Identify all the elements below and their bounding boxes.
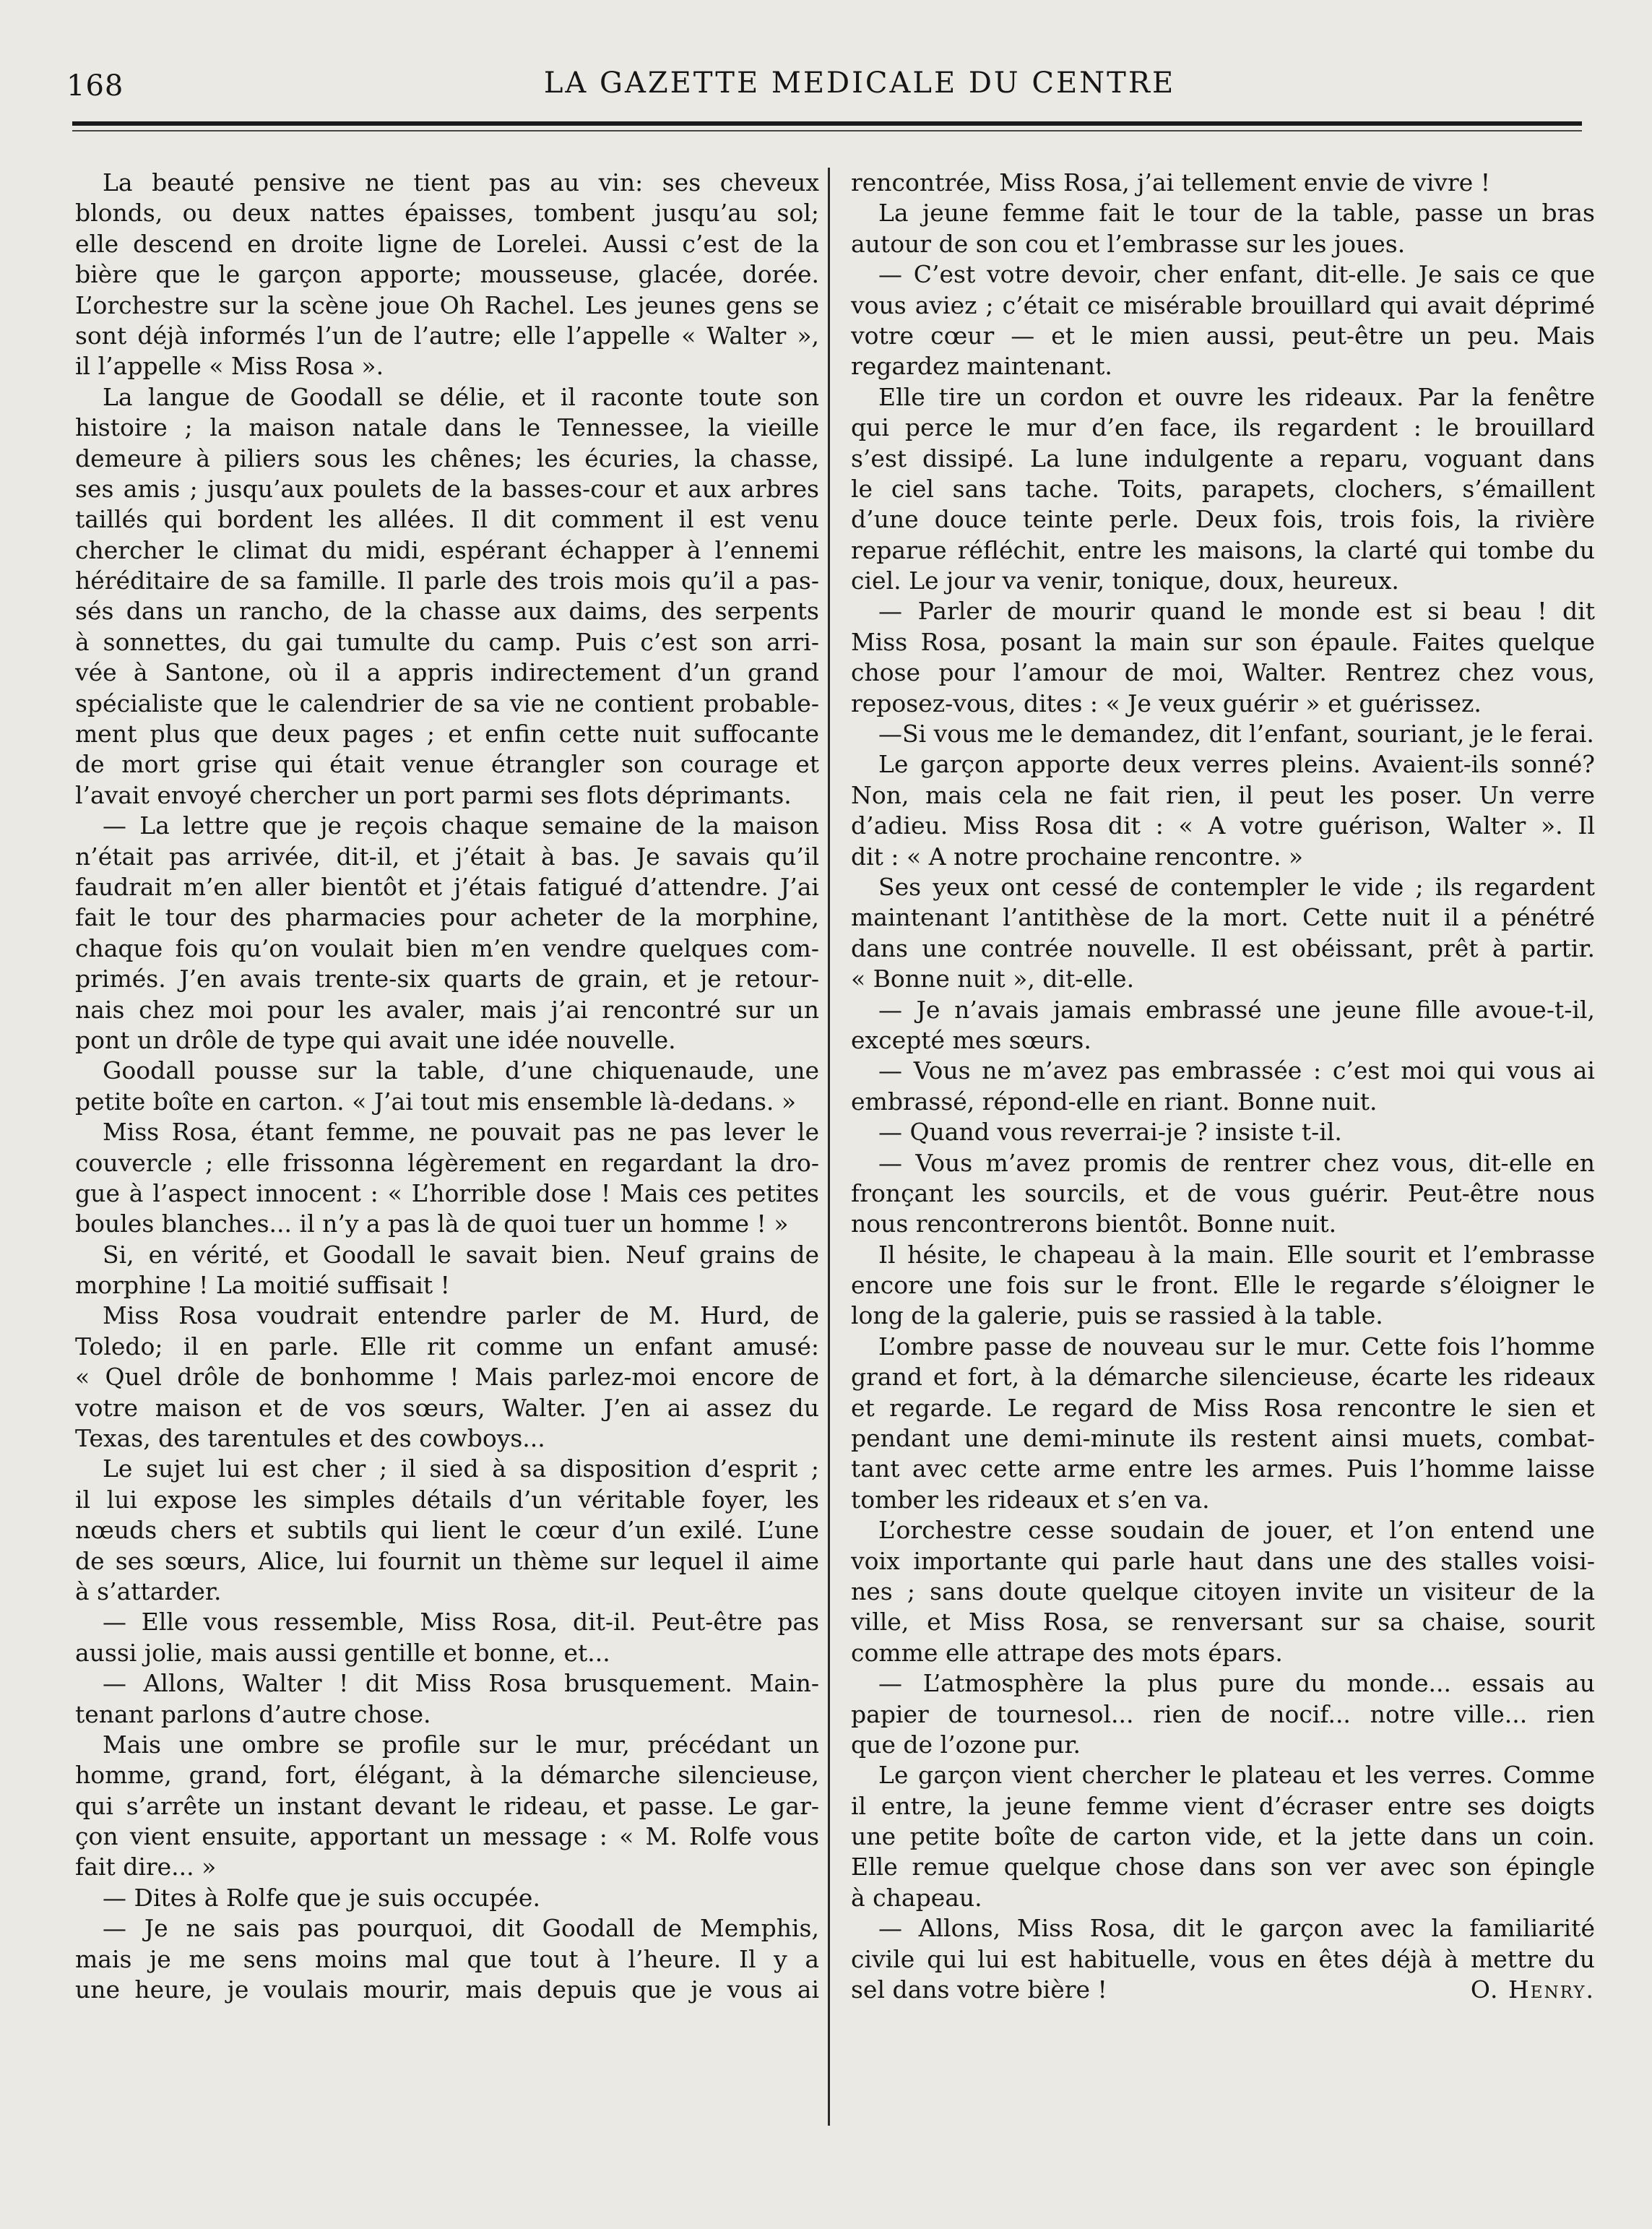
line-text: L’ombre passe de nouveau sur le mur. Cette fois l’homme [878, 1332, 1595, 1361]
text-line [75, 1393, 819, 1423]
header-rule-thin [72, 130, 1582, 132]
line-text: qui s’arrête un instant devant le rideau, et passe. Le gar- [75, 1791, 819, 1820]
text-line [851, 1668, 1595, 1699]
text-line [75, 1515, 819, 1545]
line-text: à sonnettes, du gai tumulte du camp. Puis c’est son arri- [75, 627, 819, 656]
text-line [851, 566, 1595, 596]
text-line [851, 504, 1595, 535]
line-text: ville, et Miss Rosa, se renversant sur sa chaise, sourit [851, 1608, 1595, 1637]
line-text: — Je ne sais pas pourquoi, dit Goodall de Memphis, [103, 1914, 819, 1943]
text-line [75, 780, 819, 811]
text-line [75, 1883, 819, 1913]
line-text: s’est dissipé. La lune indulgente a reparu, voguant dans [851, 444, 1595, 473]
text-line [851, 1025, 1595, 1056]
text-line [851, 351, 1595, 381]
line-text: d’une douce teinte perle. Deux fois, trois fois, la rivière [851, 505, 1595, 534]
line-text: Le garçon vient chercher le plateau et les verres. Comme [878, 1761, 1595, 1790]
text-line [75, 1178, 819, 1209]
text-line [75, 1944, 819, 1975]
line-text: votre cœur — et le mien aussi, peut-être un peu. Mais [851, 321, 1595, 350]
line-text: L’orchestre cesse soudain de jouer, et l’on entend une [878, 1516, 1595, 1545]
text-line [75, 1913, 819, 1944]
line-text: — Allons, Miss Rosa, dit le garçon avec la familiarité [878, 1914, 1595, 1943]
text-line [851, 872, 1595, 902]
line-text: il l’appelle « Miss Rosa ». [75, 352, 384, 381]
line-text: reposez-vous, dites : « Je veux guérir » et guérissez. [851, 689, 1482, 717]
text-line [75, 198, 819, 228]
text-line [75, 382, 819, 413]
text-line [75, 1791, 819, 1821]
text-line [851, 1791, 1595, 1821]
text-line [75, 1209, 819, 1239]
text-line [851, 902, 1595, 933]
text-line [851, 1546, 1595, 1577]
text-line [851, 413, 1595, 443]
text-line [851, 964, 1595, 994]
text-line [851, 811, 1595, 841]
text-line [851, 1852, 1595, 1882]
text-line [851, 1821, 1595, 1852]
text-line [851, 382, 1595, 413]
text-line [75, 1362, 819, 1392]
text-line [851, 1760, 1595, 1790]
text-line [851, 1975, 1595, 2005]
text-line [851, 1209, 1595, 1239]
line-text: — Parler de mourir quand le monde est si beau ! dit [878, 597, 1595, 626]
text-line [75, 995, 819, 1025]
text-line [75, 902, 819, 933]
line-text: il lui expose les simples détails d’un véritable foyer, les [75, 1485, 819, 1514]
text-line [851, 842, 1595, 872]
line-text: voix importante qui parle haut dans une des stalles voisi- [851, 1546, 1595, 1575]
text-line [851, 474, 1595, 504]
line-text: autour de son cou et l’embrasse sur les joues. [851, 229, 1406, 258]
line-text: demeure à piliers sous les chênes; les écuries, la chasse, [75, 444, 819, 473]
text-line [75, 504, 819, 535]
text-line [851, 1883, 1595, 1913]
page-number: 168 [66, 69, 124, 103]
text-line [75, 1148, 819, 1178]
right-column [851, 168, 1595, 2005]
line-text: Le sujet lui est cher ; il sied à sa disposition d’esprit ; [103, 1454, 819, 1483]
text-line [75, 1699, 819, 1730]
column-divider [828, 168, 830, 2126]
text-line [851, 1056, 1595, 1086]
text-line [75, 321, 819, 351]
text-line [75, 1301, 819, 1331]
text-line [75, 719, 819, 749]
line-text: fronçant les sourcils, et de vous guérir. Peut-être nous [851, 1178, 1595, 1207]
line-text: — Vous ne m’avez pas embrassée : c’est moi qui vous ai [878, 1056, 1595, 1085]
line-text: — Allons, Walter ! dit Miss Rosa brusquement. Main- [103, 1669, 819, 1698]
text-line [75, 872, 819, 902]
line-text: civile qui lui est habituelle, vous en êtes déjà à mettre du [851, 1944, 1595, 1973]
line-text: — Quand vous reverrai-je ? insiste t-il. [878, 1118, 1342, 1147]
line-text: Goodall pousse sur la table, d’une chiquenaude, une [103, 1056, 819, 1085]
text-line [851, 780, 1595, 811]
line-text: vée à Santone, où il a appris indirectement d’un grand [75, 658, 819, 687]
line-text: Ses yeux ont cessé de contempler le vide ; ils regardent [878, 872, 1595, 901]
line-text: sel dans votre bière ! [851, 1975, 1107, 2004]
text-line [851, 1515, 1595, 1545]
text-line [851, 1362, 1595, 1392]
text-line [75, 1546, 819, 1577]
line-text: taillés qui bordent les allées. Il dit comment il est venu [75, 505, 819, 534]
line-text: primés. J’en avais trente-six quarts de grain, et je retour- [75, 965, 819, 993]
line-text: qui perce le mur d’en face, ils regardent : le brouillard [851, 413, 1595, 442]
text-line [75, 1638, 819, 1668]
line-text: de mort grise qui était venue étrangler son courage et [75, 750, 819, 779]
text-line [851, 1454, 1595, 1484]
line-text: chercher le climat du midi, espérant échapper à l’ennemi [75, 535, 819, 564]
line-text: l’avait envoyé chercher un port parmi ses flots déprimants. [75, 780, 792, 809]
line-text: L’orchestre sur la scène joue Oh Rachel. Les jeunes gens se [75, 290, 819, 319]
text-line [851, 198, 1595, 228]
text-line [75, 1975, 819, 2005]
line-text: à chapeau. [851, 1883, 982, 1912]
left-column [75, 168, 819, 2005]
text-line [75, 290, 819, 321]
line-text: elle descend en droite ligne de Lorelei. Aussi c’est de la [75, 229, 819, 258]
line-text: vous aviez ; c’était ce misérable brouillard qui avait déprimé [851, 290, 1595, 319]
line-text: « Quel drôle de bonhomme ! Mais parlez-moi encore de [75, 1363, 819, 1392]
line-text: rencontrée, Miss Rosa, j’ai tellement envie de vivre ! [851, 168, 1490, 197]
text-line [75, 1577, 819, 1607]
line-text: Miss Rosa, étant femme, ne pouvait pas ne pas lever le [103, 1118, 819, 1147]
text-line [75, 1607, 819, 1637]
text-line [75, 566, 819, 596]
line-text: — Elle vous ressemble, Miss Rosa, dit-il. Peut-être pas [103, 1608, 819, 1637]
line-text: à s’attarder. [75, 1577, 222, 1605]
text-line [75, 229, 819, 259]
text-line [75, 351, 819, 381]
line-text: —Si vous me le demandez, dit l’enfant, souriant, je le ferai. [878, 720, 1594, 749]
line-text: Il hésite, le chapeau à la main. Elle sourit et l’embrasse [878, 1240, 1595, 1269]
line-text: chaque fois qu’on voulait bien m’en vendre quelques com- [75, 934, 819, 962]
text-line [851, 1577, 1595, 1607]
line-text: maintenant l’antithèse de la mort. Cette nuit il a pénétré [851, 903, 1595, 932]
text-line [75, 1454, 819, 1484]
line-text: que de l’ozone pur. [851, 1730, 1081, 1759]
line-text: grand et fort, à la démarche silencieuse, écarte les rideaux [851, 1363, 1595, 1392]
line-text: Miss Rosa voudrait entendre parler de M. Hurd, de [103, 1301, 819, 1330]
line-text: — L’atmosphère la plus pure du monde... essais au [878, 1669, 1595, 1698]
line-text: aussi jolie, mais aussi gentille et bonne, et... [75, 1638, 610, 1667]
text-line [851, 1301, 1595, 1331]
text-line [851, 596, 1595, 626]
text-line [851, 1485, 1595, 1515]
text-line [75, 658, 819, 688]
line-text: dans une contrée nouvelle. Il est obéissant, prêt à partir. [851, 934, 1595, 962]
text-line [75, 1270, 819, 1301]
text-line [851, 749, 1595, 780]
line-text: pendant une demi-minute ils restent ainsi muets, combat- [851, 1424, 1595, 1453]
line-text: çon vient ensuite, apportant un message : « M. Rolfe vous [75, 1822, 819, 1851]
text-line [851, 1178, 1595, 1209]
text-line [75, 689, 819, 719]
line-text: — C’est votre devoir, cher enfant, dit-elle. Je sais ce que [878, 260, 1595, 289]
line-text: chose pour l’amour de moi, Walter. Rentrez chez vous, [851, 658, 1595, 687]
line-text: bière que le garçon apporte; mousseuse, glacée, dorée. [75, 260, 819, 289]
text-line [851, 658, 1595, 688]
text-line [851, 168, 1595, 198]
text-line [851, 995, 1595, 1025]
text-line [851, 259, 1595, 290]
text-line [75, 1332, 819, 1362]
line-text: morphine ! La moitié suffisait ! [75, 1271, 450, 1300]
text-line [75, 627, 819, 658]
text-line [75, 1852, 819, 1882]
line-text: votre maison et de vos sœurs, Walter. J’en ai assez du [75, 1393, 819, 1422]
text-line [75, 811, 819, 841]
line-text: — Dites à Rolfe que je suis occupée. [103, 1883, 540, 1912]
text-line [75, 474, 819, 504]
line-text: Non, mais cela ne fait rien, il peut les poser. Un verre [851, 780, 1595, 809]
line-text: pont un drôle de type qui avait une idée nouvelle. [75, 1025, 676, 1054]
line-text: boules blanches... il n’y a pas là de quoi tuer un homme ! » [75, 1210, 789, 1238]
line-text: fait dire... » [75, 1853, 217, 1881]
line-text: sés dans un rancho, de la chasse aux daims, des serpents [75, 597, 819, 626]
line-text: nais chez moi pour les avaler, mais j’ai rencontré sur un [75, 995, 819, 1024]
text-line [75, 964, 819, 994]
line-text: nous rencontrerons bientôt. Bonne nuit. [851, 1210, 1337, 1238]
text-line [75, 749, 819, 780]
line-text: ciel. Le jour va venir, tonique, doux, heureux. [851, 566, 1399, 595]
line-text: Toledo; il en parle. Elle rit comme un enfant amusé: [75, 1332, 819, 1361]
text-line [851, 1730, 1595, 1760]
header-rule [72, 121, 1582, 126]
text-line [75, 1485, 819, 1515]
line-text: et regarde. Le regard de Miss Rosa rencontre le sien et [851, 1393, 1595, 1422]
text-line [851, 627, 1595, 658]
text-line [851, 719, 1595, 749]
text-line [75, 1821, 819, 1852]
text-line [851, 290, 1595, 321]
line-text: papier de tournesol... rien de nocif... notre ville... rien [851, 1699, 1595, 1728]
text-line [75, 168, 819, 198]
text-line [851, 1944, 1595, 1975]
line-text: nœuds chers et subtils qui lient le cœur d’un exilé. L’une [75, 1516, 819, 1545]
text-line [75, 1087, 819, 1117]
text-line [851, 1332, 1595, 1362]
line-text: histoire ; la maison natale dans le Tennessee, la vieille [75, 413, 819, 442]
text-line [75, 1117, 819, 1147]
text-line [851, 444, 1595, 474]
line-text: — La lettre que je reçois chaque semaine de la maison [103, 811, 819, 840]
line-text: — Je n’avais jamais embrassé une jeune fille avoue-t-il, [878, 995, 1595, 1024]
line-text: nes ; sans doute quelque citoyen invite un visiteur de la [851, 1577, 1595, 1605]
line-text: Texas, des tarentules et des cowboys... [75, 1424, 545, 1453]
text-line [75, 1423, 819, 1454]
text-line [851, 1638, 1595, 1668]
line-text: — Vous m’avez promis de rentrer chez vous, dit-elle en [878, 1148, 1595, 1177]
text-line [851, 1240, 1595, 1270]
line-text: tenant parlons d’autre chose. [75, 1699, 431, 1728]
line-text: ment plus que deux pages ; et enfin cette nuit suffocante [75, 720, 819, 749]
text-line [851, 1087, 1595, 1117]
text-line [851, 1148, 1595, 1178]
text-line [75, 444, 819, 474]
text-line [851, 1607, 1595, 1637]
line-text: gue à l’aspect innocent : « L’horrible dose ! Mais ces petites [75, 1178, 819, 1207]
line-text: Mais une ombre se profile sur le mur, précédant un [103, 1730, 819, 1759]
line-text: Elle tire un cordon et ouvre les rideaux. Par la fenêtre [878, 382, 1595, 411]
line-text: il entre, la jeune femme vient d’écraser entre ses doigts [851, 1791, 1595, 1820]
text-line [75, 413, 819, 443]
text-line [851, 229, 1595, 259]
text-line [75, 259, 819, 290]
text-line [75, 1668, 819, 1699]
line-text: La jeune femme fait le tour de la table, passe un bras [878, 199, 1595, 228]
line-text: dit : « A notre prochaine rencontre. » [851, 842, 1304, 871]
line-text: tomber les rideaux et s’en va. [851, 1485, 1210, 1514]
text-line [851, 1270, 1595, 1301]
line-text: reparue réfléchit, entre les maisons, la clarté qui tombe du [851, 535, 1595, 564]
line-text: excepté mes sœurs. [851, 1025, 1091, 1054]
text-line [851, 689, 1595, 719]
text-line [75, 934, 819, 964]
text-line [851, 535, 1595, 566]
line-text: faudrait m’en aller bientôt et j’étais fatigué d’attendre. J’ai [75, 872, 819, 901]
line-text: Si, en vérité, et Goodall le savait bien. Neuf grains de [103, 1240, 819, 1269]
text-line [851, 1393, 1595, 1423]
line-text: homme, grand, fort, élégant, à la démarche silencieuse, [75, 1761, 819, 1790]
author-signature: O. Henry. [1470, 1975, 1595, 2004]
text-line [851, 1699, 1595, 1730]
running-title: LA GAZETTE MEDICALE DU CENTRE [543, 66, 1176, 100]
line-text: blonds, ou deux nattes épaisses, tombent jusqu’au sol; [75, 199, 819, 228]
line-text: spécialiste que le calendrier de sa vie ne contient probable- [75, 689, 819, 717]
line-text: long de la galerie, puis se rassied à la table. [851, 1301, 1383, 1330]
text-line [75, 535, 819, 566]
line-text: une petite boîte de carton vide, et la jette dans un coin. [851, 1822, 1595, 1851]
line-text: petite boîte en carton. « J’ai tout mis ensemble là-dedans. » [75, 1087, 797, 1116]
line-text: héréditaire de sa famille. Il parle des trois mois qu’il a pas- [75, 566, 819, 595]
text-line [75, 1025, 819, 1056]
line-text: Elle remue quelque chose dans son ver avec son épingle [851, 1853, 1595, 1881]
line-text: sont déjà informés l’un de l’autre; elle l’appelle « Walter », [75, 321, 819, 350]
line-text: d’adieu. Miss Rosa dit : « A votre guérison, Walter ». Il [851, 811, 1595, 840]
line-text: fait le tour des pharmacies pour acheter de la morphine, [75, 903, 819, 932]
text-line [75, 842, 819, 872]
line-text: une heure, je voulais mourir, mais depuis que je vous ai [75, 1975, 819, 2004]
line-text: n’était pas arrivée, dit-il, et j’était à bas. Je savais qu’il [75, 842, 819, 871]
text-line [75, 1730, 819, 1760]
text-line [851, 1913, 1595, 1944]
line-text: regardez maintenant. [851, 352, 1112, 381]
line-text: comme elle attrape des mots épars. [851, 1638, 1283, 1667]
line-text: tant avec cette arme entre les armes. Puis l’homme laisse [851, 1454, 1595, 1483]
line-text: mais je me sens moins mal que tout à l’heure. Il y a [75, 1944, 819, 1973]
line-text: Le garçon apporte deux verres pleins. Avaient-ils sonné? [878, 750, 1595, 779]
line-text: Miss Rosa, posant la main sur son épaule. Faites quelque [851, 627, 1595, 656]
line-text: encore une fois sur le front. Elle le regarde s’éloigner le [851, 1271, 1595, 1300]
text-line [75, 1760, 819, 1790]
line-text: le ciel sans tache. Toits, parapets, clochers, s’émaillent [851, 474, 1595, 503]
text-line [75, 1240, 819, 1270]
text-line [851, 934, 1595, 964]
line-text: de ses sœurs, Alice, lui fournit un thème sur lequel il aime [75, 1546, 819, 1575]
text-line [75, 596, 819, 626]
line-text: ses amis ; jusqu’aux poulets de la basses-cour et aux arbres [75, 474, 819, 503]
line-text: embrassé, répond-elle en riant. Bonne nuit. [851, 1087, 1378, 1116]
text-line [851, 321, 1595, 351]
line-text: La langue de Goodall se délie, et il raconte toute son [103, 382, 819, 411]
text-line [851, 1117, 1595, 1147]
line-text: La beauté pensive ne tient pas au vin: ses cheveux [103, 168, 819, 197]
text-line [75, 1056, 819, 1086]
line-text: couvercle ; elle frissonna légèrement en regardant la dro- [75, 1148, 819, 1177]
line-text: « Bonne nuit », dit-elle. [851, 965, 1135, 993]
text-line [851, 1423, 1595, 1454]
